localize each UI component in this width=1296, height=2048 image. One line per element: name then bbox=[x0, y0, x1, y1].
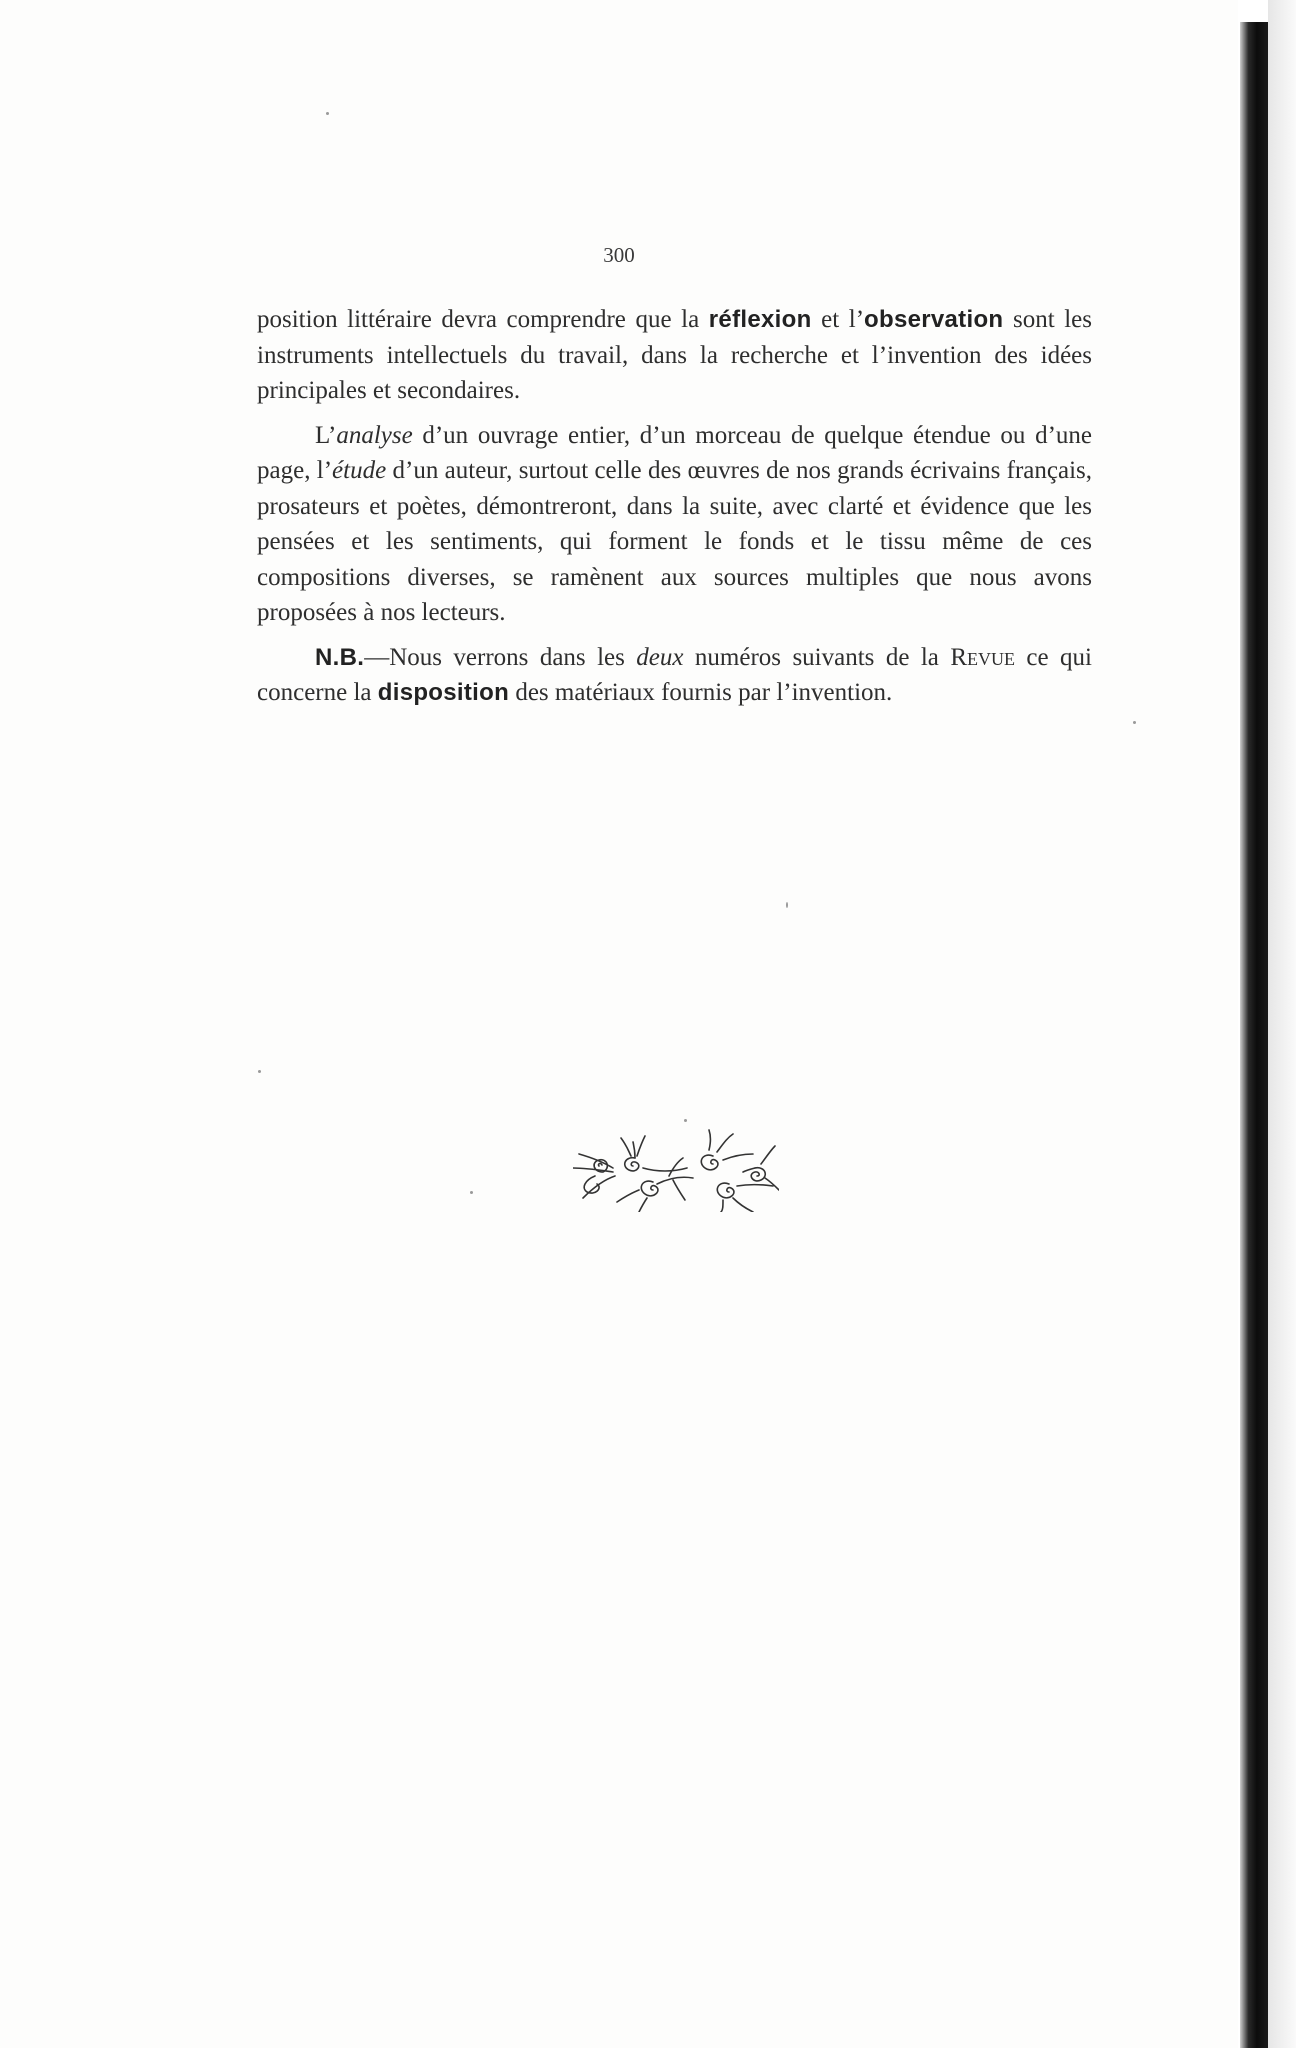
book-spine-shadow bbox=[1240, 22, 1268, 2048]
text-run: numéros suivants de la bbox=[683, 643, 951, 671]
text-run: des matériaux fournis par l’invention. bbox=[509, 679, 893, 706]
text-run: d’un auteur, surtout celle des œuvres de nos grands écrivains français, prosateurs et poètes, démontreront, dans la suite, avec clarté et évidence que les pensées et les sentiments, qui forment le fonds et le tissu même de ces compositions diverses, se ramènent aux sources multiples que nous avons proposées à nos lecteurs. bbox=[257, 457, 1092, 626]
page-number: 300 bbox=[603, 243, 635, 267]
text-run: et l’ bbox=[811, 306, 865, 333]
paragraph-continuation bbox=[257, 302, 1092, 409]
text-run: ce qui concerne la bbox=[257, 643, 1092, 706]
bold-term-observation: observation bbox=[864, 306, 1004, 333]
bold-term-disposition: disposition bbox=[377, 679, 510, 706]
text-run: sont les instruments intellectuels du travail, dans la recherche et l’invention des idées principales et secondaires. bbox=[257, 306, 1092, 404]
paper-speck bbox=[470, 1191, 473, 1194]
paragraph-note bbox=[257, 640, 1092, 711]
body-text bbox=[257, 302, 1092, 711]
text-run: position littéraire devra comprendre que la bbox=[257, 306, 709, 333]
paper-speck bbox=[258, 1070, 261, 1073]
paper-speck bbox=[326, 112, 329, 115]
paper-speck bbox=[1133, 721, 1136, 724]
paragraph-analyse bbox=[257, 418, 1092, 631]
paper-speck bbox=[684, 1119, 687, 1122]
note-label: N.B. bbox=[315, 643, 365, 671]
revue-smallcaps: Revue bbox=[950, 643, 1015, 671]
text-run: —Nous verrons dans les bbox=[364, 643, 637, 671]
italic-term-deux: deux bbox=[636, 643, 684, 671]
italic-term-etude: étude bbox=[332, 457, 387, 484]
text-run: d’un ouvrage entier, d’un morceau de quelque étendue ou d’une page, l’ bbox=[257, 421, 1092, 484]
text-run: L’ bbox=[315, 421, 337, 449]
italic-term-analyse: analyse bbox=[336, 421, 413, 449]
paper-speck bbox=[786, 902, 788, 908]
spiral-scroll-ornament-icon bbox=[573, 1128, 779, 1212]
bold-term-reflexion: réflexion bbox=[708, 306, 812, 333]
adjacent-page-edge bbox=[1268, 0, 1296, 2048]
